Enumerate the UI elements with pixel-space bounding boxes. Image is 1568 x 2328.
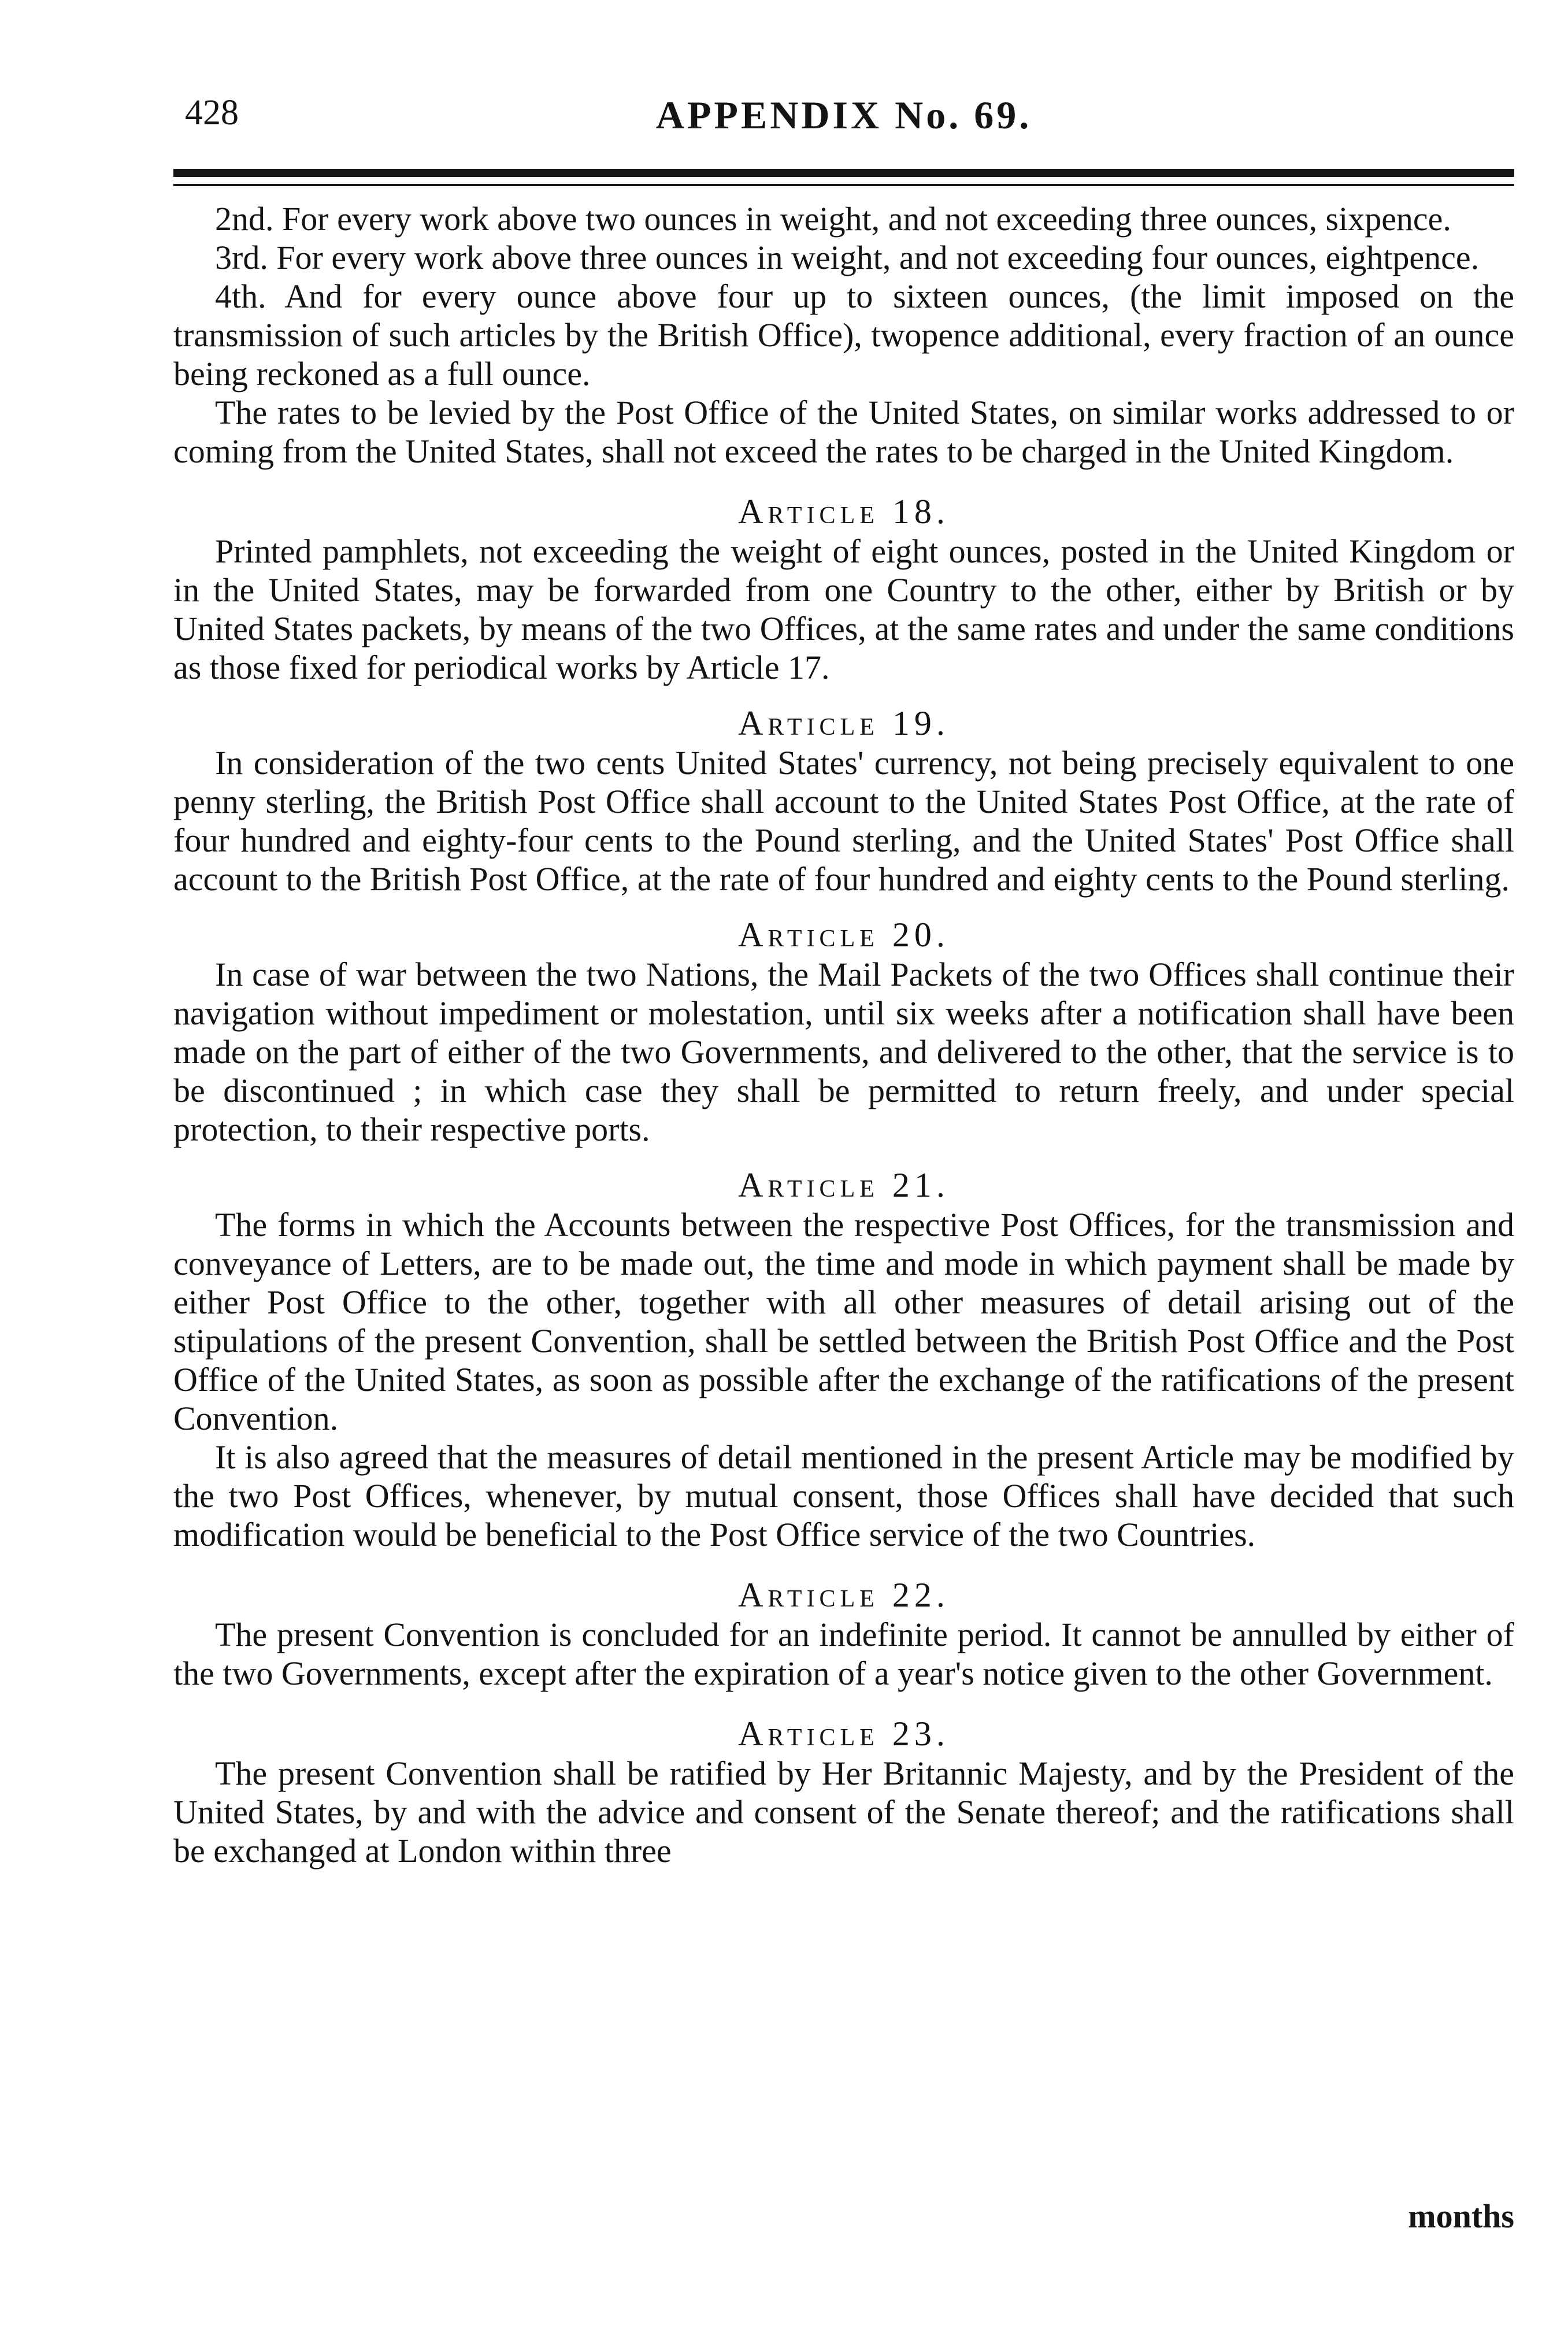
paragraph: The present Convention is concluded for an indefinite period. It cannot be annulled by either of the two Governments, except after the expiration of a year's notice given to the other Government. <box>173 1616 1514 1692</box>
paragraph: In consideration of the two cents United States' currency, not being precisely equivalent to one penny sterling, the British Post Office shall account to the United States Post Office, at the rate of four hundred and eighty-four cents to the Pound sterling, and the United States' Post Office shall account to the British Post Office, at the rate of four hundred and eighty cents to the Pound sterling. <box>173 744 1514 898</box>
page-header <box>173 87 1514 150</box>
paragraph: Printed pamphlets, not exceeding the weight of eight ounces, posted in the United Kingdom or in the United States, may be forwarded from one Country to the other, either by British or by United States packets, by means of the two Offices, at the same rates and under the same conditions as those fixed for periodical works by Article 17. <box>173 532 1514 686</box>
paragraph: The rates to be levied by the Post Office of the United States, on similar works addressed to or coming from the United States, shall not exceed the rates to be charged in the United Kingdom. <box>173 394 1514 470</box>
article-heading: Article 23. <box>738 1715 950 1753</box>
article-heading: Article 19. <box>738 704 950 742</box>
page-number: 428 <box>185 93 239 132</box>
running-title: APPENDIX No. 69. <box>655 93 1032 137</box>
paragraph: 2nd. For every work above two ounces in weight, and not exceeding three ounces, sixpence. <box>215 200 1451 238</box>
body-text <box>173 199 1514 1870</box>
article-heading: Article 21. <box>738 1166 950 1204</box>
article-heading: Article 22. <box>738 1576 950 1614</box>
paragraph: The forms in which the Accounts between the respective Post Offices, for the transmission and conveyance of Letters, are to be made out, the time and mode in which payment shall be made by either Post Office to the other, together with all other measures of detail arising out of the stipulations of the present Convention, shall be settled between the British Post Office and the Post Office of the United States, as soon as possible after the exchange of the ratifications of the present Convention. <box>173 1206 1514 1437</box>
article-heading: Article 18. <box>738 493 950 531</box>
paragraph: The present Convention shall be ratified by Her Britannic Majesty, and by the President of the United States, by and with the advice and consent of the Senate thereof; and the ratifications shall be exchanged at London within three <box>173 1755 1514 1870</box>
paragraph: 4th. And for every ounce above four up to sixteen ounces, (the limit imposed on the transmission of such articles by the British Office), twopence additional, every fraction of an ounce being reckoned as a full ounce. <box>173 277 1514 393</box>
header-rule-thin <box>173 184 1514 186</box>
paragraph: It is also agreed that the measures of detail mentioned in the present Article may be modified by the two Post Offices, whenever, by mutual consent, those Offices shall have decided that such modification would be beneficial to the Post Office service of the two Countries. <box>173 1438 1514 1553</box>
paragraph: In case of war between the two Nations, the Mail Packets of the two Offices shall continue their navigation without impediment or molestation, until six weeks after a notification shall have been made on the part of either of the two Governments, and delivered to the other, that the service is to be discontinued ; in which case they shall be permitted to return freely, and under special protection, to their respective ports. <box>173 956 1514 1148</box>
article-heading: Article 20. <box>738 916 950 954</box>
header-rule <box>173 169 1514 177</box>
paragraph: 3rd. For every work above three ounces in weight, and not exceeding four ounces, eightpence. <box>215 239 1480 276</box>
catchword: months <box>1408 2197 1514 2235</box>
